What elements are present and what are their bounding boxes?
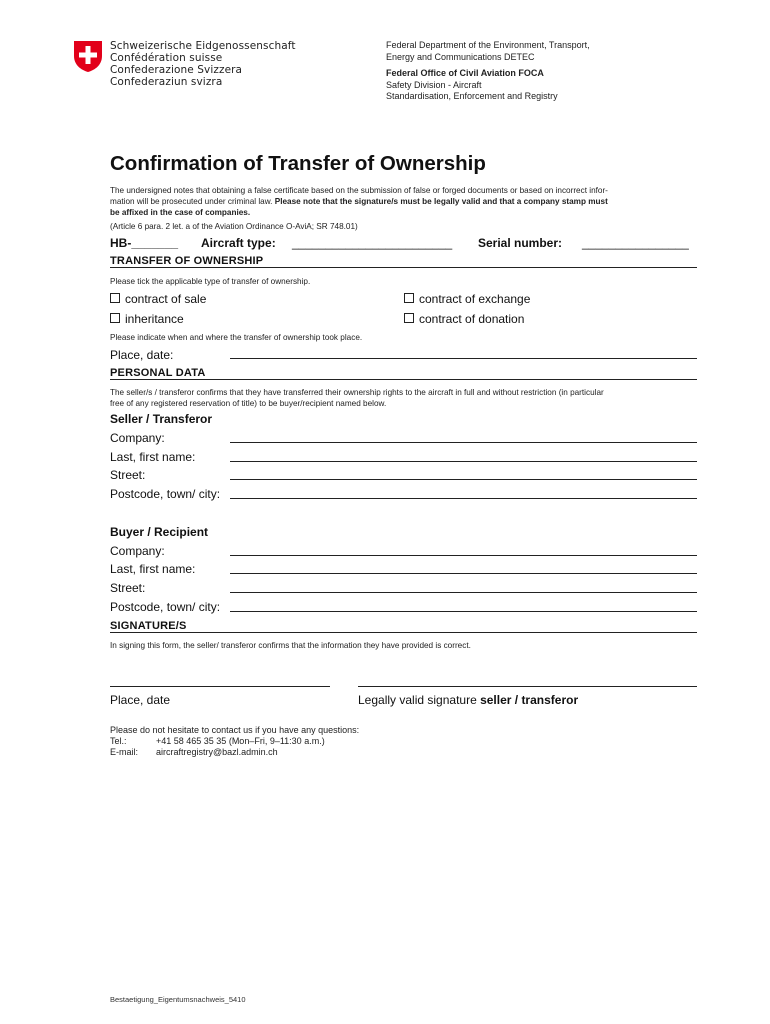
seller-postcode-line[interactable] xyxy=(230,498,697,499)
buyer-company-line[interactable] xyxy=(230,555,697,556)
checkbox-contract-of-sale[interactable]: contract of sale xyxy=(110,292,206,306)
seller-company-label: Company: xyxy=(110,431,165,445)
footer-filename: Bestaetigung_Eigentumsnachweis_5410 xyxy=(110,995,246,1004)
checkbox-icon xyxy=(110,313,120,323)
seller-street-label: Street: xyxy=(110,468,146,482)
seller-name-label: Last, first name: xyxy=(110,450,196,464)
seller-signature-line[interactable] xyxy=(358,686,697,687)
buyer-street-label: Street: xyxy=(110,581,146,595)
serial-number-field[interactable]: ________________ xyxy=(582,236,689,250)
serial-number-label: Serial number: xyxy=(478,236,563,250)
unit-name: Standardisation, Enforcement and Registry xyxy=(386,91,558,101)
buyer-name-line[interactable] xyxy=(230,573,697,574)
personal-data-heading: PERSONAL DATA xyxy=(110,367,697,380)
transfer-instruction: Please tick the applicable type of transfer of ownership. xyxy=(110,277,311,286)
federal-names xyxy=(110,40,296,88)
signatures-heading: SIGNATURE/S xyxy=(110,620,697,633)
email-label: E-mail: xyxy=(110,747,139,757)
signature-place-date-label: Place, date xyxy=(110,693,171,707)
swiss-coat-of-arms-icon xyxy=(73,40,103,73)
article-reference: (Article 6 para. 2 let. a of the Aviation Ordinance O-AviA; SR 748.01) xyxy=(110,222,358,231)
checkbox-inheritance[interactable]: inheritance xyxy=(110,312,184,326)
division-name: Safety Division - Aircraft xyxy=(386,79,482,90)
aircraft-type-field[interactable]: ________________________ xyxy=(292,236,453,250)
department-block xyxy=(386,40,590,103)
buyer-title: Buyer / Recipient xyxy=(110,525,209,539)
name-de: Schweizerische Eidgenossenschaft xyxy=(110,40,296,52)
checkbox-contract-of-donation[interactable]: contract of donation xyxy=(404,312,524,326)
buyer-street-line[interactable] xyxy=(230,592,697,593)
seller-company-line[interactable] xyxy=(230,442,697,443)
page-title: Confirmation of Transfer of Ownership xyxy=(110,152,486,175)
name-fr: Confédération suisse xyxy=(110,52,223,64)
checkbox-icon xyxy=(110,293,120,303)
when-where-instruction: Please indicate when and where the transfer of ownership took place. xyxy=(110,333,363,342)
seller-street-line[interactable] xyxy=(230,479,697,480)
seller-postcode-label: Postcode, town/ city: xyxy=(110,487,221,501)
email-address: aircraftregistry@bazl.admin.ch xyxy=(156,747,278,757)
place-date-label: Place, date: xyxy=(110,348,174,362)
buyer-postcode-label: Postcode, town/ city: xyxy=(110,600,221,614)
intro-text: The undersigned notes that obtaining a false certificate based on the submission of false or forged documents or based on incorrect infor- mation will be prosecuted under criminal law. Please note that the signature/s must be legally valid and that a company stamp must be affixed in the case of companies. xyxy=(110,186,608,217)
name-rm: Confederaziun svizra xyxy=(110,76,223,88)
buyer-company-label: Company: xyxy=(110,544,165,558)
place-date-input-line[interactable] xyxy=(230,358,697,359)
signatures-note: In signing this form, the seller/ transferor confirms that the information they have provided is correct. xyxy=(110,641,471,650)
place-date-signature-line[interactable] xyxy=(110,686,330,687)
hb-registration-field[interactable]: HB-_______ xyxy=(110,236,179,250)
transfer-heading: TRANSFER OF OWNERSHIP xyxy=(110,255,697,268)
name-it: Confederazione Svizzera xyxy=(110,64,243,76)
personal-data-note: The seller/s / transferor confirms that they have transferred their ownership rights to the aircraft in full and without restriction (in particular free of any registered reservation of title) to be buyer/recipient named below. xyxy=(110,388,604,408)
aircraft-type-label: Aircraft type: xyxy=(201,236,276,250)
checkbox-contract-of-exchange[interactable]: contract of exchange xyxy=(404,292,530,306)
contact-intro: Please do not hesitate to contact us if you have any questions: xyxy=(110,725,360,735)
seller-title: Seller / Transferor xyxy=(110,412,213,426)
buyer-name-label: Last, first name: xyxy=(110,562,196,576)
checkbox-icon xyxy=(404,293,414,303)
office-name: Federal Office of Civil Aviation FOCA xyxy=(386,68,544,78)
tel-label: Tel.: xyxy=(110,736,127,746)
seller-name-line[interactable] xyxy=(230,461,697,462)
dept-line-2: Energy and Communications DETEC xyxy=(386,51,535,62)
contact-block xyxy=(110,725,359,758)
tel-number: +41 58 465 35 35 (Mon–Fri, 9–11:30 a.m.) xyxy=(156,736,325,746)
seller-signature-label: Legally valid signature seller / transferor xyxy=(358,693,579,707)
buyer-postcode-line[interactable] xyxy=(230,611,697,612)
dept-line-1: Federal Department of the Environment, Transport, xyxy=(386,40,590,50)
checkbox-icon xyxy=(404,313,414,323)
